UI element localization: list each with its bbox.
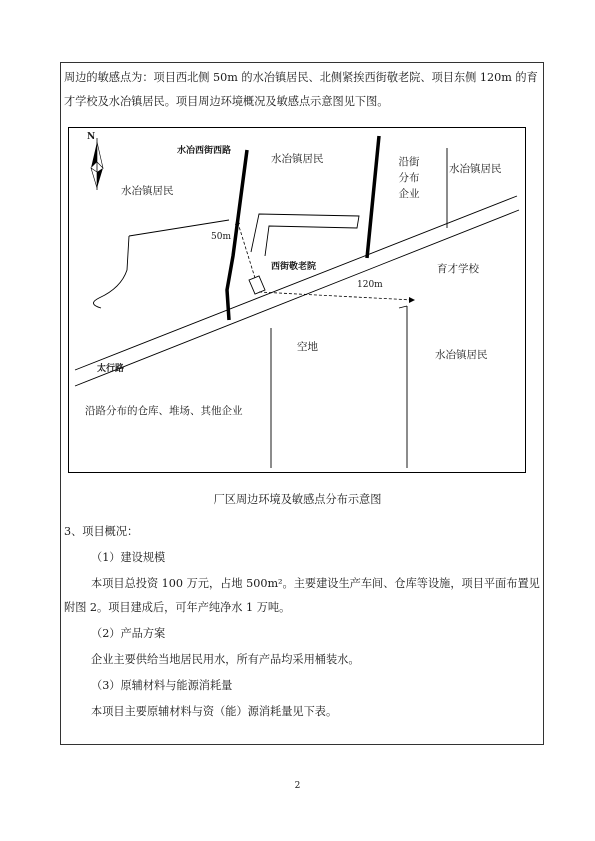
north-compass-icon xyxy=(91,138,103,190)
map-drawing xyxy=(69,128,527,474)
subsection-2-text: 企业主要供给当地居民用水，所有产品均采用桶装水。 xyxy=(91,653,360,666)
residents-left-label: 水冶镇居民 xyxy=(121,185,174,197)
north-label: N xyxy=(87,132,96,142)
taihang-road-label: 太行路 xyxy=(97,364,125,374)
residents-boundary-left xyxy=(93,236,129,308)
subsection-2-title: （2）产品方案 xyxy=(91,627,166,640)
east-road xyxy=(367,136,379,258)
section-heading: 3、项目概况： xyxy=(64,525,139,538)
nursing-home-label: 西街敬老院 xyxy=(271,262,317,272)
road-west-label: 水冶西街西路 xyxy=(177,146,232,156)
residents-top-label: 水冶镇居民 xyxy=(271,153,324,165)
street-enterprise-label: 沿街分布企业 xyxy=(398,156,420,200)
intro-line-1: 周边的敏感点为：项目西北侧 50m 的水冶镇居民、北侧紧挨西街敬老院、项目东侧 120m 的育 xyxy=(64,71,538,84)
intro-line-2: 才学校及水冶镇居民。项目周边环境概况及敏感点示意图见下图。 xyxy=(64,95,389,108)
project-site xyxy=(249,276,265,294)
empty-land-label: 空地 xyxy=(297,341,318,353)
distance-120-label: 120m xyxy=(357,280,383,290)
subsection-1-title: （1）建设规模 xyxy=(91,551,166,564)
residents-bottomright-label: 水冶镇居民 xyxy=(435,349,488,361)
residents-topright-label: 水冶镇居民 xyxy=(449,163,502,175)
distance-50-label: 50m xyxy=(211,232,231,242)
subsection-1-line-2: 附图 2。项目建成后，可年产纯净水 1 万吨。 xyxy=(64,601,291,614)
taihang-road-edge-upper xyxy=(75,196,517,370)
site-map xyxy=(68,127,526,473)
subsection-3-text: 本项目主要原辅材料与资（能）源消耗量见下表。 xyxy=(91,705,338,718)
school-label: 育才学校 xyxy=(437,263,479,275)
nursing-home-outline xyxy=(251,214,359,256)
figure-caption: 厂区周边环境及敏感点分布示意图 xyxy=(213,493,382,506)
subsection-1-line-1: 本项目总投资 100 万元，占地 500m²。主要建设生产车间、仓库等设施，项目平面布置见 xyxy=(91,577,540,590)
page-number: 2 xyxy=(294,781,301,791)
subsection-3-title: （3）原辅材料与能源消耗量 xyxy=(91,679,233,692)
warehouses-label: 沿路分布的仓库、堆场、其他企业 xyxy=(85,405,243,417)
